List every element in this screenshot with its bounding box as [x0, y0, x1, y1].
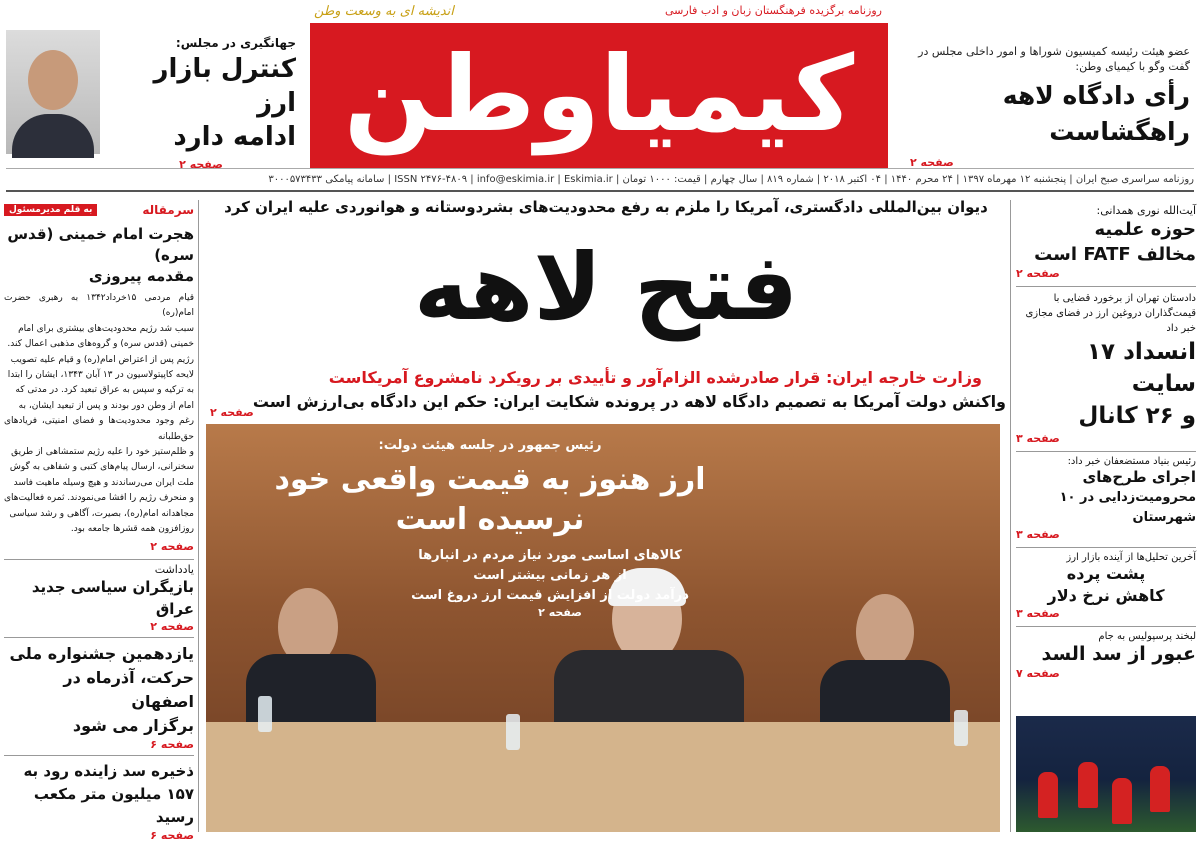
teaser-kicker: جهانگیری در مجلس: [175, 36, 296, 50]
main-story[interactable] [206, 196, 1006, 414]
photo-story-line: کالاهای اساسی مورد نیاز مردم در انبارها [418, 548, 682, 563]
teaser-headline: ادامه دارد [173, 122, 296, 152]
news-item[interactable] [1016, 286, 1196, 445]
news-kicker: یادداشت [154, 562, 194, 576]
news-headline: بازیگران سیاسی جدید عراق [31, 577, 194, 618]
top-right-teaser[interactable] [910, 44, 1190, 169]
news-headline: ذخیره سد زاینده رود به [23, 761, 194, 780]
website-link[interactable]: Eskimia.ir [563, 174, 613, 185]
news-headline: محرومیت‌زدایی در ۱۰ شهرستان [1059, 490, 1196, 525]
editorial-header [4, 200, 194, 220]
page-reference: صفحه ۲ [910, 156, 954, 169]
right-column [1016, 204, 1196, 680]
photo-story-line: درآمد دولت از افزایش قیمت ارز دروغ است [411, 588, 689, 603]
news-headline: پشت پرده [1066, 564, 1146, 583]
news-headline: انسداد ۱۷ سایت [1087, 339, 1196, 397]
photo-story-line: از هر زمانی بیشتر است [473, 568, 627, 583]
paper-type: روزنامه سراسری صبح ایران [1075, 174, 1194, 185]
news-kicker: دادستان تهران از برخورد قضایی با قیمت‌گذاران دروغین ارز در فضای مجازی خبر داد [1025, 293, 1196, 334]
news-item[interactable] [1016, 204, 1196, 280]
issue-number: شماره ۸۱۹ [767, 174, 814, 185]
newspaper-logo[interactable] [310, 23, 888, 168]
main-headline: فتح لاهه [413, 234, 799, 341]
editorial-title[interactable]: مقدمه پیروزی [88, 267, 194, 285]
editorial-label: سرمقاله [142, 203, 194, 217]
news-kicker: آخرین تحلیل‌ها از آینده بازار ارز [1066, 552, 1196, 563]
news-headline: حرکت، آذرماه در اصفهان [63, 667, 194, 711]
masthead [308, 4, 890, 164]
jahangiri-photo [6, 30, 100, 154]
editorial-title[interactable]: هجرت امام خمینی (قدس سره) [7, 225, 194, 264]
news-headline: و ۲۶ کانال [1078, 403, 1196, 429]
teaser-headline: رأی دادگاه لاهه راهگشاست [1002, 81, 1190, 146]
news-headline: یازدهمین جشنواره ملی [9, 643, 194, 663]
news-kicker: رئیس بنیاد مستضعفان خبر داد: [1067, 456, 1196, 467]
news-headline: حوزه علمیه [1094, 219, 1196, 240]
page-reference: صفحه ۲ [538, 606, 582, 619]
sms-number: سامانه پیامکی ۳۰۰۰۵۷۳۴۳۳ [268, 174, 385, 185]
photo-story[interactable] [240, 436, 740, 619]
news-item[interactable] [4, 559, 194, 633]
editorial-body: قیام مردمی ۱۵خرداد۱۳۴۲ به رهبری حضرت امام(ره) سبب شد رژیم محدودیت‌های بیشتری برای امام خمینی (قدس سره) و گروه‌های مذهبی اعمال کند. رژیم پس از اعتراض امام(ره) و قیام علیه تصویب لایحه کاپیتولاسیون در ۱۳ آبان ۱۳۴۳، ایشان را ابتدا به ترکیه و سپس به عراق تبعید کرد. در مدتی که امام از وطن دور بودند و پس از تبعید ایشان، به رغم وجود محدودیت‌ها و فضای امنیتی، فریادهای حق‌طلبانه و ظلم‌ستیز خود را علیه رژیم ستمشاهی از طریق سخنرانی، ارسال پیام‌های کتبی و شفاهی به گوش ملت ایران می‌رساندند و هیچ وسیله ماهیت فاسد و منحرف رژیم را افشا می‌نمودند. ثمره فعالیت‌های مجاهدانه امام(ره)، بصیرت، آگاهی و رشد سیاسی روزافزون همه قشرها جامعه بود. [3, 293, 195, 535]
main-subhead: وزارت خارجه ایران: قرار صادرشده الزام‌آور و تأییدی بر رویکرد نامشروع آمریکاست [328, 368, 982, 387]
news-item[interactable] [4, 755, 194, 842]
masthead-slogan: اندیشه ای به وسعت وطن [314, 4, 454, 19]
column-divider [1010, 200, 1011, 832]
page-reference: صفحه ۳ [1016, 528, 1060, 541]
page-reference: صفحه ۳ [1016, 432, 1060, 445]
news-headline: ۱۵۷ میلیون متر مکعب رسید [33, 784, 194, 826]
main-subhead: واکنش دولت آمریکا به تصمیم دادگاه لاهه در پرونده شکایت ایران: حکم این دادگاه بی‌ارزش است [252, 392, 1006, 411]
volume-year: سال چهارم [710, 174, 758, 185]
page-reference: صفحه ۲ [1016, 267, 1060, 280]
page-reference: صفحه ۲ [179, 158, 223, 171]
column-divider [198, 200, 199, 832]
perspolis-celebration-photo [1016, 716, 1196, 832]
news-item[interactable] [1016, 451, 1196, 541]
page-reference: صفحه ۷ [1016, 667, 1060, 680]
hijri-date: ۲۴ محرم ۱۴۴۰ [890, 174, 953, 185]
issue-date: پنجشنبه ۱۲ مهرماه ۱۳۹۷ [962, 174, 1067, 185]
email-link[interactable]: info@eskimia.ir [476, 174, 555, 185]
left-column [3, 200, 195, 842]
gregorian-date: ۰۴ اکتبر ۲۰۱۸ [823, 174, 882, 185]
page-reference: صفحه ۲ [150, 539, 194, 553]
top-left-teaser[interactable] [106, 36, 296, 171]
issue-info-bar: روزنامه سراسری صبح ایران | پنجشنبه ۱۲ مهرماه ۱۳۹۷ | ۲۴ محرم ۱۴۴۰ | ۰۴ اکتبر ۲۰۱۸ | شماره ۸۱۹ | سال چهارم | قیمت: ۱۰۰۰ تومان | ISSN ۲۴۷۶-۴۸۰۹ | info@eskimia.ir | Eskimia.ir | سامانه پیامکی ۳۰۰۰۵۷۳۴۳۳ [6, 168, 1194, 192]
page-reference: صفحه ۳ [1016, 607, 1060, 620]
masthead-motto: روزنامه برگزیده فرهنگستان زبان و ادب فارسی [665, 4, 882, 17]
page-reference: صفحه ۶ [150, 828, 194, 842]
news-headline: کاهش نرخ دلار [1047, 586, 1165, 605]
teaser-headline: کنترل بازار ارز [153, 54, 296, 118]
news-kicker: آیت‌الله نوری همدانی: [1096, 204, 1196, 217]
issue-price: قیمت: ۱۰۰۰ تومان [622, 174, 701, 185]
editorial-badge: به قلم مدیرمسئول [4, 204, 97, 216]
news-item[interactable] [4, 637, 194, 751]
news-item[interactable] [1016, 547, 1196, 620]
news-item[interactable] [1016, 626, 1196, 680]
news-headline: عبور از سد السد [1041, 643, 1196, 665]
photo-story-headline: نرسیده است [395, 502, 585, 537]
teaser-kicker: عضو هیئت رئیسه کمیسیون شوراها و امور داخلی مجلس در گفت وگو با کیمیای وطن: [918, 45, 1190, 73]
news-headline: مخالف FATF است [1034, 244, 1196, 265]
news-kicker: لبخند پرسپولیس به جام [1098, 631, 1196, 642]
photo-story-kicker: رئیس جمهور در جلسه هیئت دولت: [378, 438, 602, 453]
main-story-superhead: دیوان بین‌المللی دادگستری، آمریکا را ملزم به رفع محدودیت‌های بشردوستانه و هوانوردی علیه ایران کرد [224, 198, 988, 216]
news-headline: برگزار می شود [72, 715, 194, 735]
page-reference: صفحه ۲ [210, 406, 254, 419]
page-reference: صفحه ۲ [150, 619, 194, 633]
issn: ISSN ۲۴۷۶-۴۸۰۹ [394, 174, 468, 185]
page-reference: صفحه ۶ [150, 737, 194, 751]
photo-story-headline: ارز هنوز به قیمت واقعی خود [274, 462, 706, 497]
newspaper-title: کیمیاوطن [343, 33, 855, 155]
news-headline: اجرای طرح‌های [1082, 468, 1196, 486]
